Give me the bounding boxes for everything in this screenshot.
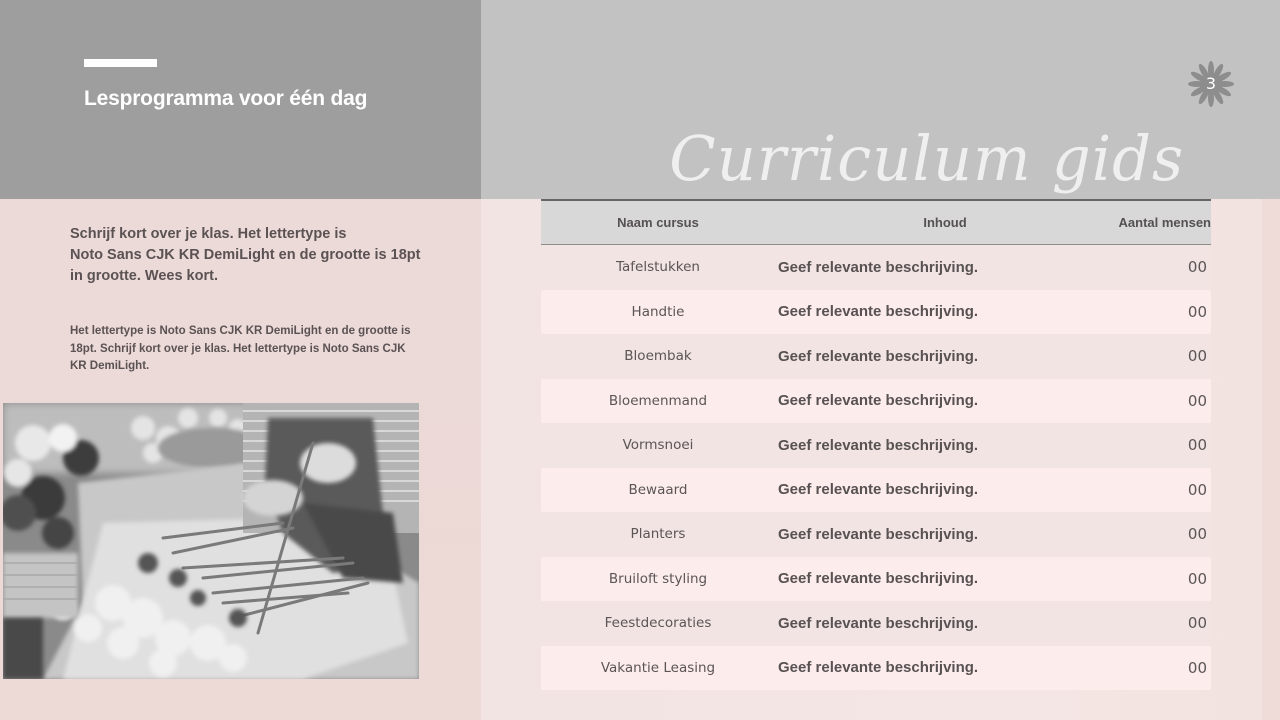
intro-line: Noto Sans CJK KR DemiLight en de grootte is 18pt (70, 247, 421, 263)
cell-course-name: Bloembak (624, 348, 692, 365)
cell-content: Geef relevante beschrijving. (778, 258, 979, 276)
table-header (541, 199, 1211, 245)
cell-content: Geef relevante beschrijving. (778, 570, 979, 588)
sub-paragraph (70, 323, 430, 376)
cell-content: Geef relevante beschrijving. (778, 347, 979, 365)
table-row (541, 290, 1211, 335)
cell-people-count: 00 (1187, 436, 1207, 455)
cell-course-name: Vakantie Leasing (600, 659, 716, 676)
cell-course-name: Vormsnoei (622, 437, 694, 454)
cell-people-count: 00 (1187, 302, 1207, 321)
cell-people-count: 00 (1187, 614, 1207, 633)
table-row (541, 423, 1211, 468)
florist-photo (3, 403, 419, 679)
cell-content: Geef relevante beschrijving. (778, 303, 979, 321)
cell-course-name: Bruiloft styling (608, 570, 708, 587)
table-row (541, 245, 1211, 290)
table-row (541, 334, 1211, 379)
table-row (541, 468, 1211, 513)
cell-course-name: Bloemenmand (608, 392, 708, 409)
table-row (541, 379, 1211, 424)
header-content: Inhoud (923, 215, 967, 230)
cell-content: Geef relevante beschrijving. (778, 436, 979, 454)
cell-content: Geef relevante beschrijving. (778, 614, 979, 632)
cell-people-count: 00 (1187, 658, 1207, 677)
cell-content: Geef relevante beschrijving. (778, 525, 979, 543)
page-number-badge (1188, 61, 1234, 107)
table-row (541, 646, 1211, 691)
cell-people-count: 00 (1187, 569, 1207, 588)
intro-line: Schrijf kort over je klas. Het lettertype is (70, 226, 347, 242)
header-course-name: Naam cursus (617, 215, 699, 230)
title-accent-bar (84, 59, 157, 67)
cell-course-name: Tafelstukken (616, 259, 700, 276)
table-row (541, 601, 1211, 646)
cell-people-count: 00 (1187, 347, 1207, 366)
right-edge-strip (1262, 199, 1280, 720)
cell-content: Geef relevante beschrijving. (778, 481, 979, 499)
cell-people-count: 00 (1187, 480, 1207, 499)
page-number: 3 (1205, 74, 1217, 93)
cell-course-name: Planters (630, 526, 686, 543)
photo-image (3, 403, 419, 679)
curriculum-table (541, 199, 1211, 690)
cell-course-name: Feestdecoraties (604, 615, 712, 632)
cell-content: Geef relevante beschrijving. (778, 659, 979, 677)
intro-line: in grootte. Wees kort. (70, 268, 218, 284)
cell-course-name: Handtie (631, 303, 685, 320)
sub-line: Het lettertype is Noto Sans CJK KR DemiLight en de grootte is (70, 325, 411, 337)
cell-people-count: 00 (1187, 525, 1207, 544)
intro-paragraph (70, 224, 430, 287)
cell-people-count: 00 (1187, 391, 1207, 410)
page-title: Lesprogramma voor één dag (84, 87, 368, 110)
table-row (541, 512, 1211, 557)
script-heading: Curriculum gids (669, 122, 1185, 195)
sub-line: 18pt. Schrijf kort over je klas. Het lettertype is Noto Sans CJK (70, 342, 406, 355)
cell-people-count: 00 (1187, 258, 1207, 277)
table-row (541, 557, 1211, 602)
cell-course-name: Bewaard (628, 481, 688, 498)
cell-content: Geef relevante beschrijving. (778, 392, 979, 410)
sub-line: KR DemiLight. (70, 360, 150, 372)
header-people-count: Aantal mensen (1118, 215, 1211, 230)
